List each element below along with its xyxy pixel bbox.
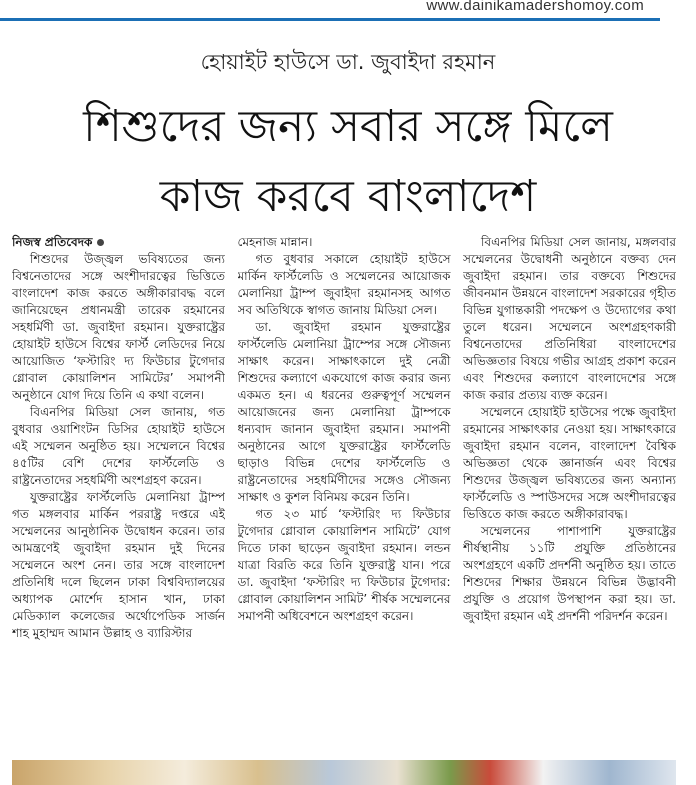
article-kicker: হোয়াইট হাউসে ডা. জুবাইদা রহমান	[200, 50, 496, 74]
paragraph: সম্মেলনে হোয়াইট হাউসের পক্ষে জুবাইদা রহমানের সাক্ষাৎকার নেওয়া হয়। সাক্ষাৎকারে জুবাইদা রহমান বলেন, বাংলাদেশ বৈশ্বিক অভিজ্ঞতা থেকে জ্ঞানার্জন এবং বিশ্বের শিশুদের উজ্জ্বল ভবিষ্যতের জন্য অন্যান্য ফার্স্টলেডি ও স্পাউসদের সঙ্গে অংশীদারত্বের ভিত্তিতে কাজ করতে অঙ্গীকারাবদ্ধ।	[463, 405, 676, 521]
headline-line-1: শিশুদের জন্য সবার সঙ্গে মিলে	[83, 101, 613, 152]
paragraph: মেহনাজ মান্নান।	[237, 235, 313, 249]
paragraph: গত বুধবার সকালে হোয়াইট হাউসে মার্কিন ফার্স্টলেডি ও সম্মেলনের আয়োজক মেলানিয়া ট্রাম্প জুবাইদা রহমানসহ আগত সব অতিথিকে স্বাগত জানায় মিডিয়া সেল।	[237, 252, 451, 317]
paragraph: সম্মেলনের পাশাপাশি যুক্তরাষ্ট্রের শীর্ষস্থানীয় ১১টি প্রযুক্তি প্রতিষ্ঠানের অংশগ্রহণে একটি প্রদর্শনী অনুষ্ঠিত হয়। তাতে শিশুদের শিক্ষার উন্নয়নে বিভিন্ন উদ্ভাবনী প্রযুক্তি ও প্রয়োগ উপস্থাপন করা হয়। ডা. জুবাইদা রহমান এই প্রদর্শনী পরিদর্শন করেন।	[463, 524, 676, 623]
headline-line-2: কাজ করবে বাংলাদেশ	[159, 171, 537, 222]
byline-text: নিজস্ব প্রতিবেদক	[12, 235, 93, 249]
article-body	[12, 234, 676, 754]
paragraph: ডা. জুবাইদা রহমান যুক্তরাষ্ট্রের ফার্স্টলেডি মেলানিয়া ট্রাম্পের সঙ্গে সৌজন্য সাক্ষাৎ করেন। সাক্ষাৎকালে দুই নেত্রী শিশুদের কল্যাণে একযোগে কাজ করার জন্য একমত হন। এ ধরনের গুরুত্বপূর্ণ সম্মেলন আয়োজনের জন্য মেলানিয়া ট্রাম্পকে ধন্যবাদ জানান জুবাইদা রহমান। সমাপনী অনুষ্ঠানের আগে যুক্তরাষ্ট্রের ফার্স্টলেডি ছাড়াও বিভিন্ন দেশের ফার্স্টলেডি ও রাষ্ট্রনেতাদের সহধর্মিণীদের সঙ্গেও সৌজন্য সাক্ষাৎ ও কুশল বিনিময় করেন তিনি।	[237, 320, 451, 504]
article-headline	[0, 92, 696, 232]
paragraph: গত ২৩ মার্চ ‘ফস্টারিং দ্য ফিউচার টুগেদার গ্লোবাল কোয়ালিশন সামিটে’ যোগ দিতে ঢাকা ছাড়েন জুবাইদা রহমান। লন্ডন যাত্রা বিরতি করে তিনি যুক্তরাষ্ট্র যান। পরে ডা. জুবাইদা ‘ফস্টারিং দ্য ফিউচার টুগেদার: গ্লোবাল কোয়ালিশন সামিট’ শীর্ষক সম্মেলনের সমাপনী অধিবেশনে অংশগ্রহণ করেন।	[237, 507, 451, 623]
paragraph: বিএনপির মিডিয়া সেল জানায়, গত বুধবার ওয়াশিংটন ডিসির হোয়াইট হাউসে এই সম্মেলন অনুষ্ঠিত হয়। সম্মেলনে বিশ্বের ৪৫টির বেশি দেশের ফার্স্টলেডি ও রাষ্ট্রনেতাদের সহধর্মিণী অংশগ্রহণ করেন।	[12, 405, 225, 487]
masthead-rule	[0, 18, 660, 21]
paragraph: যুক্তরাষ্ট্রের ফার্স্টলেডি মেলানিয়া ট্রাম্প গত মঙ্গলবার মার্কিন পররাষ্ট্র দপ্তরে এই সম্মেলনের আনুষ্ঠানিক উদ্বোধন করেন। তার আমন্ত্রণেই জুবাইদা রহমান দুই দিনের সম্মেলনে অংশ নেন। তার সঙ্গে বাংলাদেশ প্রতিনিধি দলে ছিলেন ঢাকা বিশ্ববিদ্যালয়ের অধ্যাপক মোর্শেদ হাসান খান, ঢাকা মেডিক্যাল কলেজের অর্থোপেডিক সার্জন শাহ মুহাম্মদ আমান উল্লাহ ও ব্যারিস্টার	[12, 490, 225, 640]
masthead-bar	[0, 0, 696, 24]
article-column-1	[12, 234, 225, 754]
article-column-3	[463, 234, 676, 754]
site-url[interactable]: www.dainikamadershomoy.com	[426, 0, 644, 14]
byline	[12, 234, 225, 251]
article-column-2	[238, 234, 451, 754]
paragraph: শিশুদের উজ্জ্বল ভবিষ্যতের জন্য বিশ্বনেতাদের সঙ্গে অংশীদারত্বের ভিত্তিতে বাংলাদেশ কাজ করতে অঙ্গীকারাবদ্ধ বলে জানিয়েছেন প্রধানমন্ত্রী তারেক রহমানের সহধর্মিণী ডা. জুবাইদা রহমান। যুক্তরাষ্ট্রের হোয়াইট হাউসে বিশ্বের ফার্স্ট লেডিদের নিয়ে আয়োজিত ‘ফস্টারিং দ্য ফিউচার টুগেদার গ্লোবাল কোয়ালিশন সামিটের’ সমাপনী অনুষ্ঠানে যোগ দিয়ে তিনি এ কথা বলেন।	[12, 252, 225, 402]
bullet-icon	[97, 239, 104, 246]
paragraph: বিএনপির মিডিয়া সেল জানায়, মঙ্গলবার সম্মেলনের উদ্বোধনী অনুষ্ঠানে বক্তব্য দেন জুবাইদা রহমান। তার বক্তব্যে শিশুদের জীবনমান উন্নয়নে বাংলাদেশ সরকারের গৃহীত বিভিন্ন যুগান্তকারী পদক্ষেপ ও উদ্যোগের কথা তুলে ধরেন। সম্মেলনে অংশগ্রহণকারী বিশ্বনেতাদের প্রতিনিধিরা বাংলাদেশের অভিজ্ঞতার বিষয়ে গভীর আগ্রহ প্রকাশ করেন এবং শিশুদের কল্যাণে বাংলাদেশের সঙ্গে কাজ করার প্রত্যয় ব্যক্ত করেন।	[463, 235, 676, 402]
article-photo	[12, 760, 676, 785]
